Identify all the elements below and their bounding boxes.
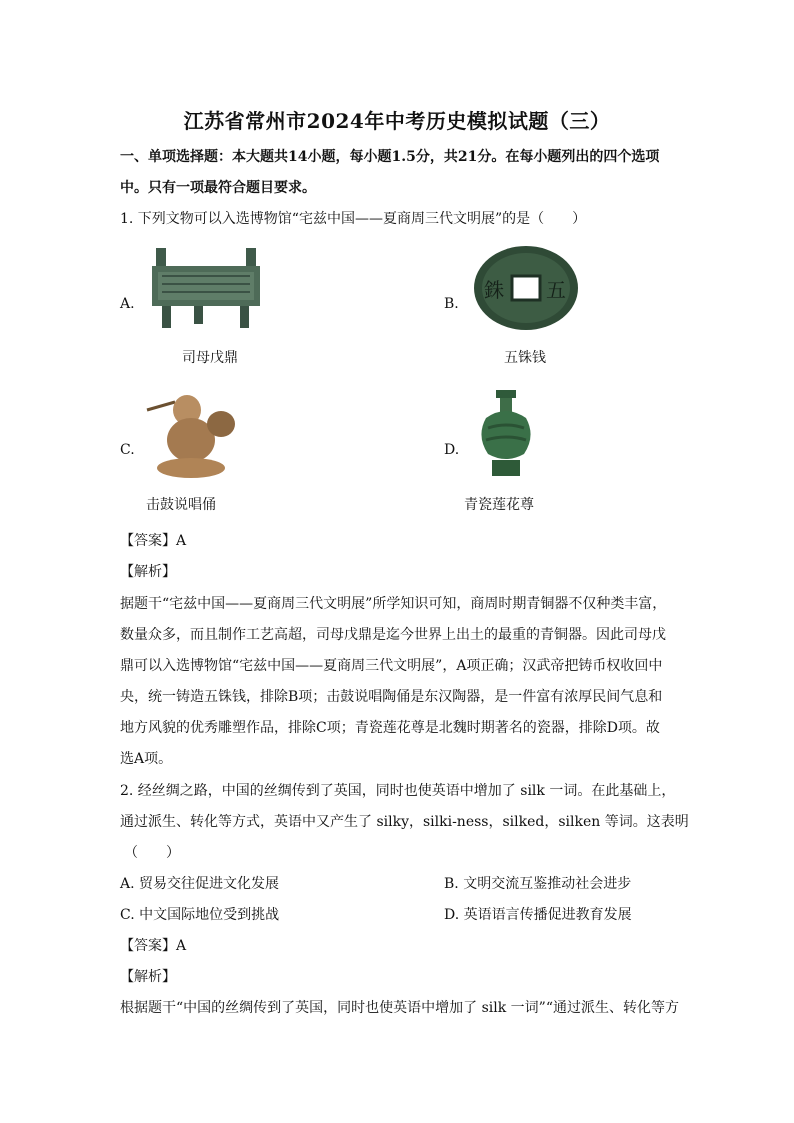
q2-option-c-text: 中文国际地位受到挑战 [139,907,280,923]
q2-option-a-letter: A. [120,876,135,892]
option-c-letter: C. [120,442,135,458]
q2-option-c [120,904,279,924]
option-d-image [472,388,540,480]
coin-char-right: 五 [546,278,566,302]
page-title: 江苏省常州市2024年中考历史模拟试题（三） [183,109,611,133]
option-b-image [470,244,584,332]
option-d-letter: D. [444,442,460,458]
question-2-stem-line: 通过派生、转化等方式，英语中又产生了 silky，silki-ness，silked，silken 等词。这表明 [120,814,689,830]
q1-analysis-line: 央，统一铸造五铢钱，排除B项；击鼓说唱陶俑是东汉陶器，是一件富有浓厚民间气息和 [120,689,663,705]
q1-answer: 【答案】A [120,533,187,549]
q2-option-a [120,873,279,893]
coin-char-left: 銖 [484,278,504,302]
section-heading-line2: 中。只有一项最符合题目要求。 [120,180,316,196]
q2-option-b-letter: B. [444,876,459,892]
q2-option-b-text: 文明交流互鉴推动社会进步 [463,876,632,892]
option-a-image [148,244,264,332]
bronze-ding-icon [148,244,264,332]
q1-analysis-line: 选A项。 [120,751,173,767]
figurine-icon [141,388,237,480]
q2-option-b [444,873,631,893]
q2-analysis-label: 【解析】 [120,969,176,985]
q1-analysis-line: 据题干“宅兹中国——夏商周三代文明展”所学知识可知，商周时期青铜器不仅种类丰富， [120,596,667,612]
q1-analysis-line: 地方风貌的优秀雕塑作品，排除C项；青瓷莲花尊是北魏时期著名的瓷器，排除D项。故 [120,720,660,736]
q2-option-a-text: 贸易交往促进文化发展 [139,876,280,892]
section-heading-line1: 一、单项选择题：本大题共14小题，每小题1.5分，共21分。在每小题列出的四个选项 [120,149,660,165]
question-2-stem-line: 2. 经丝绸之路，中国的丝绸传到了英国，同时也使英语中增加了 silk 一词。在此基础上， [120,783,676,799]
q1-analysis-label: 【解析】 [120,564,176,580]
q2-option-d-letter: D. [444,907,460,923]
option-c-caption: 击鼓说唱俑 [146,497,216,513]
q2-answer: 【答案】A [120,938,187,954]
q2-option-c-letter: C. [120,907,135,923]
option-b-letter: B. [444,296,459,312]
option-c-image [141,388,237,480]
option-d-caption: 青瓷莲花尊 [464,497,534,513]
q2-option-d [444,904,632,924]
q2-analysis-line: 根据题干“中国的丝绸传到了英国，同时也使英语中增加了 silk 一词”“通过派生、转化等方 [120,1000,679,1016]
question-1-stem: 1. 下列文物可以入选博物馆“宅兹中国——夏商周三代文明展”的是（ ） [120,211,587,227]
q1-analysis-line: 鼎可以入选博物馆“宅兹中国——夏商周三代文明展”，A项正确；汉武帝把铸币权收回中 [120,658,663,674]
question-2-stem-line: （ ） [124,845,180,861]
option-b-caption: 五铢钱 [504,350,546,366]
option-a-caption: 司母戊鼎 [182,350,238,366]
q2-option-d-text: 英语语言传播促进教育发展 [463,907,632,923]
q1-analysis-line: 数量众多，而且制作工艺高超，司母戊鼎是迄今世界上出土的最重的青铜器。因此司母戊 [120,627,666,643]
option-a-letter: A. [120,296,135,312]
vase-icon [472,388,540,480]
